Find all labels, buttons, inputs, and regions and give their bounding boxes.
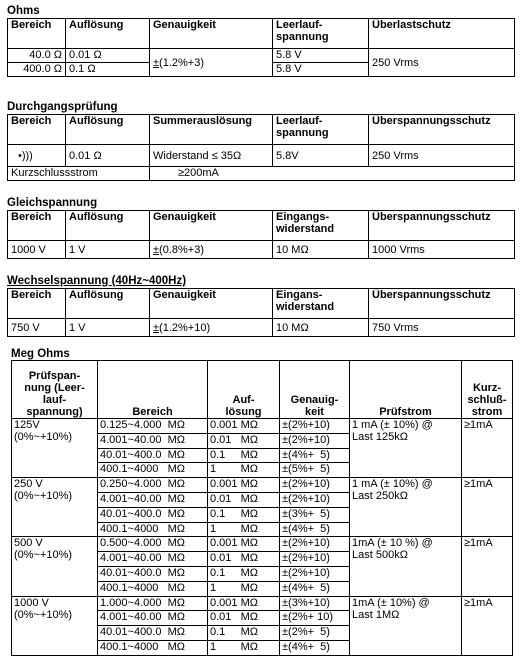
meg-range: 1.000~4.000 MΩ xyxy=(98,596,208,611)
header-ueberspannungsschutz: Überspannungsschutz xyxy=(369,211,515,241)
meg-range: 0.250~4.000 MΩ xyxy=(98,478,208,493)
short-circuit-value: ≥200mA xyxy=(150,167,515,181)
short-circuit-current: ≥1mA xyxy=(462,596,513,655)
section-title-continuity: Durchgangsprüfung xyxy=(7,101,118,113)
header-ueberlastschutz: Überlastschutz xyxy=(369,19,515,49)
header-bereich: Bereich xyxy=(8,115,66,145)
meg-accuracy: ±(2%+10) xyxy=(280,433,350,448)
header-bereich: Bereich xyxy=(8,211,66,241)
ac-impedance: 10 MΩ xyxy=(273,319,369,337)
test-current: 1mA (± 10 %) @ Last 500kΩ xyxy=(350,537,462,596)
meg-resolution: 1 MΩ xyxy=(208,640,280,655)
continuity-trigger: Widerstand ≤ 35Ω xyxy=(150,145,273,167)
meg-range: 0.125~4.000 MΩ xyxy=(98,419,208,434)
meg-accuracy: ±(2%+10) xyxy=(280,552,350,567)
header-genauigkeit: Genauig- keit xyxy=(280,361,350,419)
test-voltage: 500 V (0%~+10%) xyxy=(12,537,98,596)
meg-accuracy: ±(2%+ 10) xyxy=(280,611,350,626)
ohms-protection: 250 Vrms xyxy=(369,49,515,77)
ac-resolution: 1 V xyxy=(66,319,150,337)
continuity-protection: 250 Vrms xyxy=(369,145,515,167)
test-voltage: 1000 V (0%~+10%) xyxy=(12,596,98,655)
meg-accuracy: ±(2%+10) xyxy=(280,492,350,507)
meg-resolution: 0.1 MΩ xyxy=(208,566,280,581)
meg-accuracy: ±(2%+10) xyxy=(280,419,350,434)
meg-range: 4.001~40.00 MΩ xyxy=(98,433,208,448)
header-aufloesung: Auflösung xyxy=(66,19,150,49)
meg-resolution: 0.01 MΩ xyxy=(208,552,280,567)
dc-protection: 1000 Vrms xyxy=(369,241,515,259)
meg-range: 4.001~40.00 MΩ xyxy=(98,552,208,567)
meg-accuracy: ±(2%+10) xyxy=(280,537,350,552)
header-leerlaufspannung: Leerlauf- spannung xyxy=(273,115,369,145)
header-aufloesung: Auflösung xyxy=(66,115,150,145)
meg-range: 400.1~4000 MΩ xyxy=(98,463,208,478)
meg-resolution: 1 MΩ xyxy=(208,522,280,537)
test-current: 1 mA (± 10%) @ Last 250kΩ xyxy=(350,478,462,537)
ohms-resolution: 0.01 Ω xyxy=(66,49,150,63)
header-ueberspannungsschutz: Überspannungsschutz xyxy=(369,289,515,319)
header-genauigkeit: Genauigkeit xyxy=(150,289,273,319)
ac-range: 750 V xyxy=(8,319,66,337)
meg-resolution: 1 MΩ xyxy=(208,463,280,478)
meg-resolution: 0.1 MΩ xyxy=(208,448,280,463)
header-bereich: Bereich xyxy=(98,361,208,419)
table-row xyxy=(12,419,513,434)
ohms-voltage: 5.8 V xyxy=(273,63,369,77)
meg-resolution: 0.1 MΩ xyxy=(208,507,280,522)
test-current: 1mA (± 10%) @ Last 1MΩ xyxy=(350,596,462,655)
section-title-ohms: Ohms xyxy=(7,5,40,17)
short-circuit-current: ≥1mA xyxy=(462,478,513,537)
header-aufloesung: Auflösung xyxy=(66,211,150,241)
meg-resolution: 0.1 MΩ xyxy=(208,626,280,641)
ohms-voltage: 5.8 V xyxy=(273,49,369,63)
dc-voltage-table xyxy=(7,210,515,259)
header-eingangswiderstand: Eingangs- widerstand xyxy=(273,211,369,241)
meg-accuracy: ±(4%+ 5) xyxy=(280,640,350,655)
meg-range: 400.1~4000 MΩ xyxy=(98,581,208,596)
meg-range: 400.1~4000 MΩ xyxy=(98,640,208,655)
table-row xyxy=(12,478,513,493)
buzzer-icon: •))) xyxy=(8,145,66,167)
ac-voltage-table xyxy=(7,288,515,337)
test-current: 1 mA (± 10%) @ Last 125kΩ xyxy=(350,419,462,478)
ohms-resolution: 0.1 Ω xyxy=(66,63,150,77)
header-kurzschlussstrom: Kurz- schluß- strom xyxy=(462,361,513,419)
meg-range: 40.01~400.0 MΩ xyxy=(98,507,208,522)
header-genauigkeit: Genauigkeit xyxy=(150,19,273,49)
meg-range: 40.01~400.0 MΩ xyxy=(98,626,208,641)
ohms-range: 40.0 Ω xyxy=(8,49,66,63)
ac-accuracy: ±(1.2%+10) xyxy=(150,319,273,337)
header-pruefspannung: Prüfspan- nung (Leer- lauf- spannung) xyxy=(12,361,98,419)
header-leerlaufspannung: Leerlauf- spannung xyxy=(273,19,369,49)
header-bereich: Bereich xyxy=(8,19,66,49)
meg-resolution: 0.001 MΩ xyxy=(208,478,280,493)
meg-range: 40.01~400.0 MΩ xyxy=(98,566,208,581)
continuity-voltage: 5.8V xyxy=(273,145,369,167)
test-voltage: 250 V (0%~+10%) xyxy=(12,478,98,537)
table-row xyxy=(12,537,513,552)
header-pruefstrom: Prüfstrom xyxy=(350,361,462,419)
meg-ohms-table xyxy=(11,360,513,656)
meg-range: 40.01~400.0 MΩ xyxy=(98,448,208,463)
meg-resolution: 1 MΩ xyxy=(208,581,280,596)
header-aufloesung: Auf- lösung xyxy=(208,361,280,419)
meg-accuracy: ±(3%+ 5) xyxy=(280,507,350,522)
meg-accuracy: ±(2%+ 5) xyxy=(280,626,350,641)
short-circuit-current: ≥1mA xyxy=(462,537,513,596)
header-bereich: Bereich xyxy=(8,289,66,319)
short-circuit-current: ≥1mA xyxy=(462,419,513,478)
table-row xyxy=(12,596,513,611)
meg-range: 400.1~4000 MΩ xyxy=(98,522,208,537)
meg-resolution: 0.01 MΩ xyxy=(208,433,280,448)
meg-resolution: 0.001 MΩ xyxy=(208,596,280,611)
meg-accuracy: ±(5%+ 5) xyxy=(280,463,350,478)
header-eingangswiderstand: Eingans- widerstand xyxy=(273,289,369,319)
dc-resolution: 1 V xyxy=(66,241,150,259)
meg-accuracy: ±(2%+10) xyxy=(280,478,350,493)
ohms-table xyxy=(7,18,515,77)
meg-resolution: 0.001 MΩ xyxy=(208,419,280,434)
ohms-accuracy: ±(1.2%+3) xyxy=(150,49,273,77)
header-ueberspannungsschutz: Überspannungsschutz xyxy=(369,115,515,145)
test-voltage: 125V (0%~+10%) xyxy=(12,419,98,478)
meg-accuracy: ±(4%+ 5) xyxy=(280,581,350,596)
dc-impedance: 10 MΩ xyxy=(273,241,369,259)
header-aufloesung: Auflösung xyxy=(66,289,150,319)
dc-range: 1000 V xyxy=(8,241,66,259)
meg-range: 4.001~40.00 MΩ xyxy=(98,611,208,626)
meg-resolution: 0.01 MΩ xyxy=(208,611,280,626)
continuity-table xyxy=(7,114,515,181)
meg-range: 4.001~40.00 MΩ xyxy=(98,492,208,507)
section-title-meg-ohms: Meg Ohms xyxy=(11,348,70,360)
meg-accuracy: ±(4%+ 5) xyxy=(280,522,350,537)
ac-protection: 750 Vrms xyxy=(369,319,515,337)
header-summerausloesung: Summerauslösung xyxy=(150,115,273,145)
section-title-dc-voltage: Gleichspannung xyxy=(7,197,98,209)
meg-resolution: 0.01 MΩ xyxy=(208,492,280,507)
meg-accuracy: ±(2%+10) xyxy=(280,566,350,581)
ohms-range: 400.0 Ω xyxy=(8,63,66,77)
continuity-resolution: 0.01 Ω xyxy=(66,145,150,167)
meg-range: 0.500~4.000 MΩ xyxy=(98,537,208,552)
meg-resolution: 0.001 MΩ xyxy=(208,537,280,552)
dc-accuracy: ±(0.8%+3) xyxy=(150,241,273,259)
short-circuit-label: Kurzschlussstrom xyxy=(8,167,150,181)
meg-accuracy: ±(3%+10) xyxy=(280,596,350,611)
meg-accuracy: ±(4%+ 5) xyxy=(280,448,350,463)
section-title-ac-voltage: Wechselspannung (40Hz~400Hz) xyxy=(7,275,187,287)
header-genauigkeit: Genauigkeit xyxy=(150,211,273,241)
